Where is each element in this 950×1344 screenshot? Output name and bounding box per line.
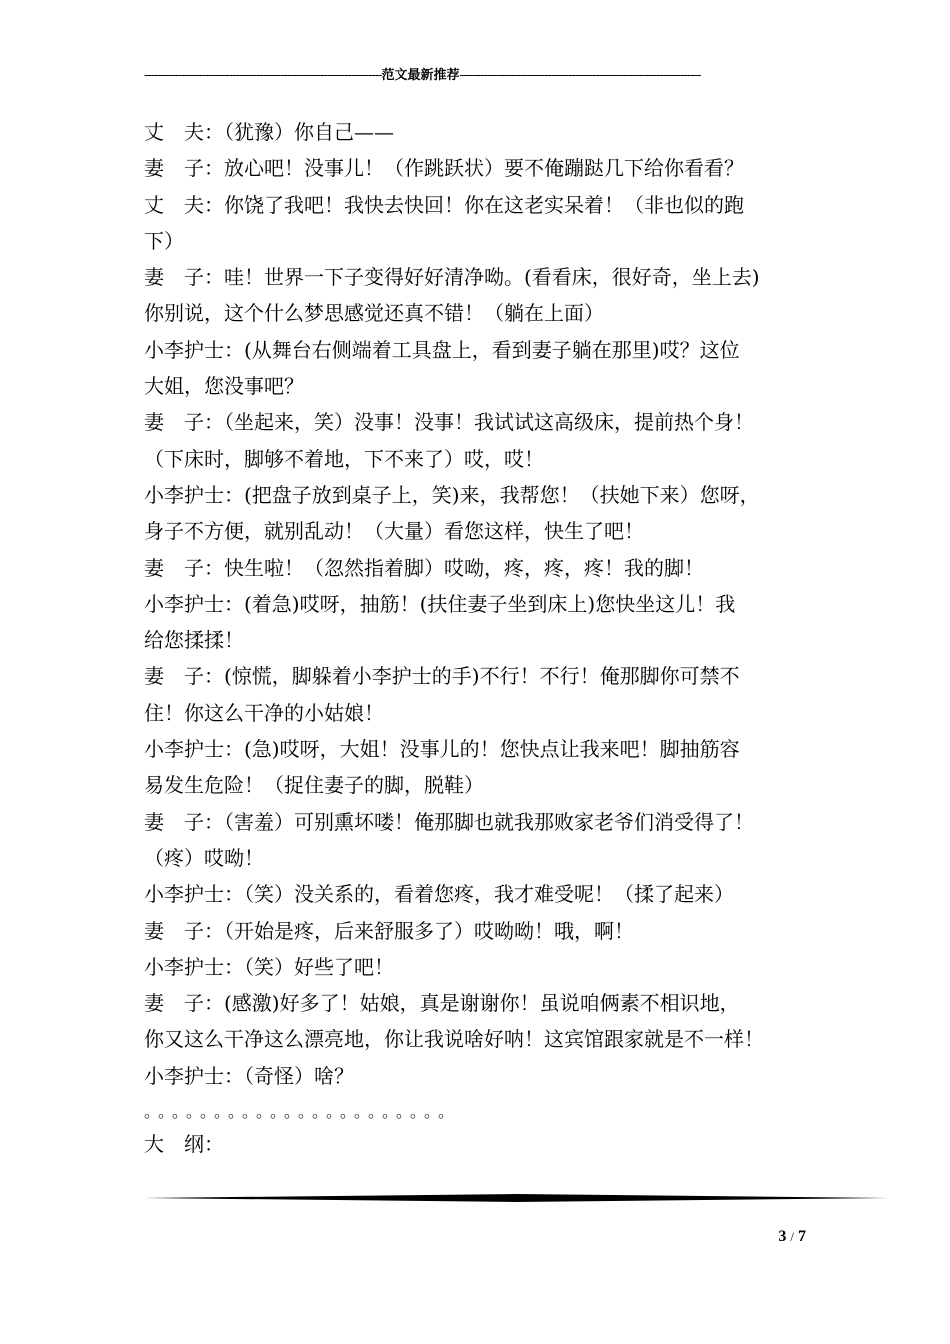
script-line: 妻 子：（害羞）可别熏坏喽！俺那脚也就我那败家老爷们消受得了！ [144, 809, 754, 834]
script-line: 身子不方便，就别乱动！（大量）看您这样，快生了吧！ [144, 519, 644, 544]
header-left-dashes: ---------------------------------------------------------------------- [144, 68, 382, 83]
script-line: 小李护士：(从舞台右侧端着工具盘上，看到妻子躺在那里)哎？这位 [144, 337, 740, 362]
script-line: 妻 子：(惊慌，脚躲着小李护士的手)不行！不行！俺那脚你可禁不 [144, 664, 740, 689]
script-line: 你又这么干净这么漂亮地，你让我说啥好呐！这宾馆跟家就是不一样！ [144, 1027, 764, 1052]
header-title: 范文最新推荐 [381, 68, 460, 83]
script-line: 小李护士：(把盘子放到桌子上，笑)来，我帮您！（扶她下来）您呀， [144, 482, 760, 507]
script-line: 住！你这么干净的小姑娘！ [144, 700, 384, 725]
script-line: （下床时，脚够不着地，下不来了）哎，哎！ [144, 446, 544, 471]
script-line: 下） [144, 228, 184, 253]
header-right-dashes: ----------------------------------------------------------------------- [459, 68, 701, 83]
page-separator: / [790, 1229, 794, 1244]
footer-rule [144, 1194, 889, 1202]
ellipsis-dots: 。。。。。。。。。。。。。。。。。。。。。。 [144, 1102, 461, 1122]
script-line: 小李护士：(急)哎呀，大姐！没事儿的！您快点让我来吧！脚抽筋容 [144, 737, 740, 762]
script-line: 妻 子：哇！世界一下子变得好好清净呦。(看看床，很好奇，坐上去) [144, 265, 760, 290]
page-total: 7 [798, 1228, 806, 1245]
script-line: 丈 夫：你饶了我吧！我快去快回！你在这老实呆着！（非也似的跑 [144, 192, 744, 217]
script-line: 小李护士：(着急)哎呀，抽筋！(扶住妻子坐到床上)您快坐这儿！我 [144, 591, 736, 616]
script-line: （疼）哎呦！ [144, 845, 264, 870]
script-line: 给您揉揉！ [144, 628, 244, 653]
script-line: 妻 子：（坐起来，笑）没事！没事！我试试这高级床，提前热个身！ [144, 410, 754, 435]
page-number [778, 1228, 806, 1246]
script-body [144, 114, 814, 1162]
script-line: 妻 子：（开始是疼，后来舒服多了）哎呦呦！哦，啊！ [144, 918, 634, 943]
script-line: 丈 夫：（犹豫）你自己—— [144, 120, 394, 144]
page-current: 3 [778, 1228, 787, 1245]
script-line: 妻 子：放心吧！没事儿！（作跳跃状）要不俺蹦跶几下给你看看？ [144, 156, 744, 181]
section-heading: 大 纲： [144, 1132, 224, 1157]
script-line: 大姐，您没事吧？ [144, 374, 304, 399]
script-line: 易发生危险！（捉住妻子的脚，脱鞋） [144, 773, 484, 798]
script-line: 妻 子：快生啦！（忽然指着脚）哎呦，疼，疼，疼！我的脚！ [144, 555, 704, 580]
script-line: 小李护士：（笑）没关系的，看着您疼，我才难受呢！（揉了起来） [144, 882, 734, 907]
script-line: 小李护士：（笑）好些了吧！ [144, 954, 394, 979]
script-line: 小李护士：（奇怪）啥？ [144, 1063, 354, 1088]
script-line: 你别说，这个什么梦思感觉还真不错！（躺在上面） [144, 301, 604, 326]
page-header [144, 66, 790, 86]
script-line: 妻 子：(感激)好多了！姑娘，真是谢谢你！虽说咱俩素不相识地， [144, 991, 740, 1016]
